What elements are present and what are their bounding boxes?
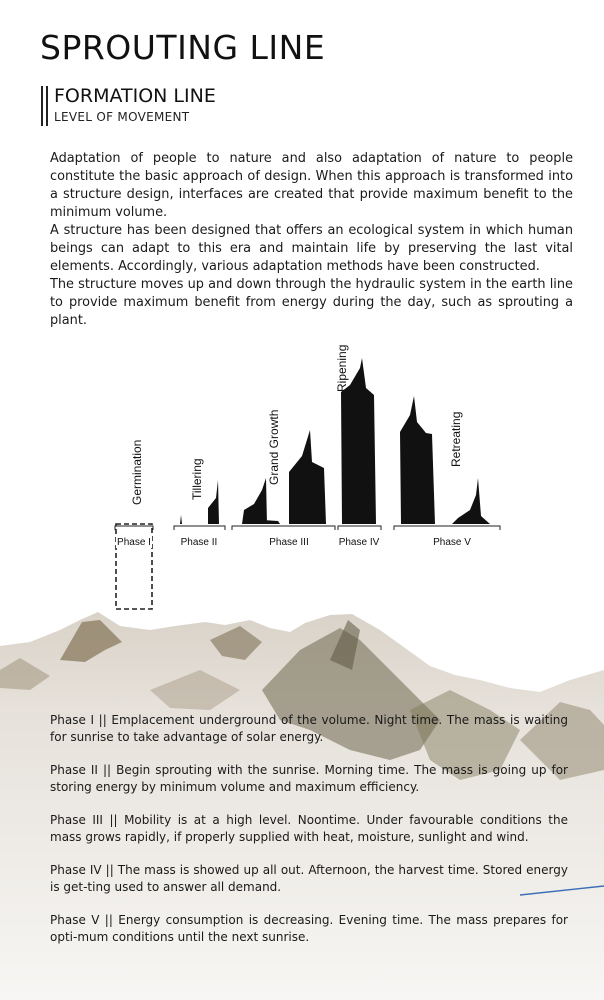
stage-label: Tillering	[190, 458, 204, 500]
phase-description: Phase III || Mobility is at a high level. Noontime. Under favourable conditions the mass grows rapidly, if properly supplied with heat, moisture, sunlight and wind.	[50, 813, 568, 844]
phase-descriptions	[50, 712, 568, 962]
intro-paragraph: Adaptation of people to nature and also adaptation of nature to people constitute the basic approach of design. When this approach is transformed into a structure design, interfaces are created that provide maximum benefit to the minimum volume.	[50, 151, 573, 220]
phase-label: Phase II	[180, 537, 218, 548]
page-title: SPROUTING LINE	[40, 28, 326, 67]
phase-label: Phase III	[269, 537, 309, 548]
stage-label: Ripening	[335, 344, 349, 392]
phase-label: Phase V	[433, 537, 471, 548]
intro-paragraph: A structure has been designed that offers an ecological system in which human beings can adapt to this era and maintain life by preserving the last vital elements. Accordingly, various adaptation methods have been constructed.	[50, 223, 573, 274]
phase-label: Phase IV	[338, 537, 380, 548]
phase-description: Phase IV || The mass is showed up all out. Afternoon, the harvest time. Stored energy is get-ting used to answer all demand.	[50, 863, 568, 894]
intro-text	[50, 150, 573, 330]
stage-label: Retreating	[449, 411, 463, 467]
phase-label: Phase I	[117, 537, 151, 548]
stage-label: Grand Growth	[267, 409, 281, 485]
phase-description: Phase V || Energy consumption is decreasing. Evening time. The mass prepares for opti-mum conditions until the next sunrise.	[50, 913, 568, 944]
phase-description: Phase II || Begin sprouting with the sunrise. Morning time. The mass is going up for storing energy by minimum volume and maximum efficiency.	[50, 763, 568, 794]
intro-paragraph: The structure moves up and down through the hydraulic system in the earth line to provide maximum benefit from energy during the day, such as sprouting a plant.	[50, 277, 573, 328]
section-heading: FORMATION LINE	[54, 85, 216, 107]
phase-description: Phase I || Emplacement underground of the volume. Night time. The mass is waiting for sunrise to take advantage of solar energy.	[50, 713, 568, 744]
stage-label: Germination	[130, 439, 144, 505]
heading-double-rule	[41, 86, 48, 126]
phase-brackets	[115, 526, 500, 530]
section-subheading: LEVEL OF MOVEMENT	[54, 110, 190, 124]
